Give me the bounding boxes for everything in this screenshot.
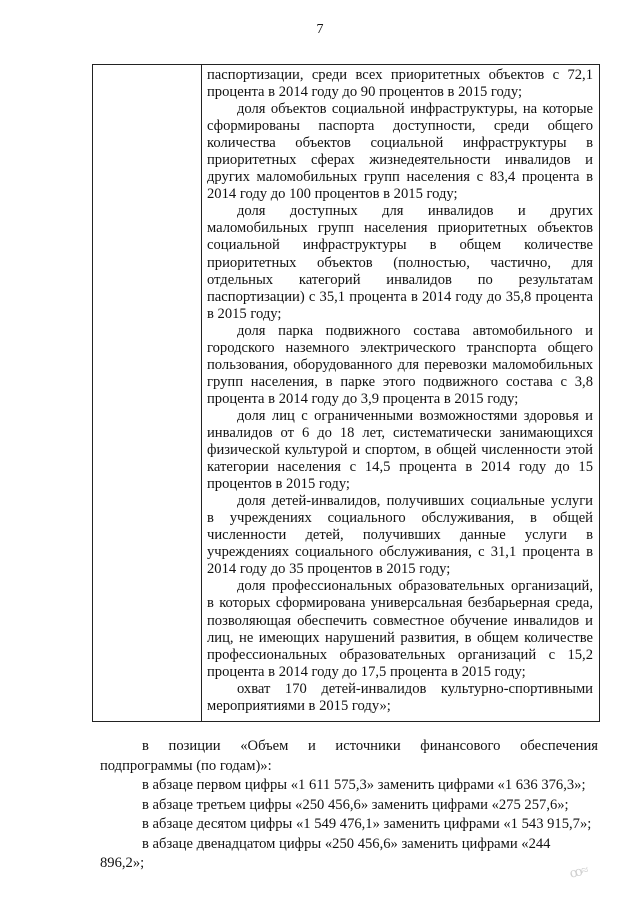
amendment-paragraph: в абзаце третьем цифры «250 456,6» заменить цифрами «275 257,6»; (142, 796, 569, 813)
page-number: 7 (316, 22, 324, 37)
amendment-paragraph: в абзаце десятом цифры «1 549 476,1» заменить цифрами «1 543 915,7»; (142, 816, 592, 832)
document-table (92, 64, 600, 722)
table-paragraph: охват 170 детей-инвалидов культурно-спортивными мероприятиями в 2015 году»; (207, 680, 593, 714)
table-paragraph: доля объектов социальной инфраструктуры, на которые сформированы паспорта доступности, среди общего количества объектов социальной инфраструктуры в приоритетных сферах жизнедеятельности инвалидов и других маломобильных групп населения с 83,4 процента в 2014 году до 100 процентов в 2015 году; (207, 101, 593, 203)
table-paragraph: доля лиц с ограниченными возможностями здоровья и инвалидов от 6 до 18 лет, систематически занимающихся физической культурой и спортом, в общей численности этой категории населения с 14,5 процента в 2014 году до 15 процентов в 2015 году; (207, 407, 593, 493)
amendment-paragraph: в позиции «Объем и источники финансового обеспечения подпрограммы (по годам)»: (100, 738, 598, 774)
table-paragraph: паспортизации, среди всех приоритетных объектов с 72,1 процента в 2014 году до 90 процентов в 2015 году; (207, 67, 593, 101)
amendment-paragraph: в абзаце первом цифры «1 611 575,3» заменить цифрами «1 636 376,3»; (142, 777, 586, 793)
table-right-cell (207, 67, 593, 715)
faint-stamp-mark: ꝏ≈ (567, 861, 590, 881)
table-paragraph: доля парка подвижного состава автомобильного и городского наземного электрического транспорта общего пользования, оборудованного для перевозки маломобильных групп населения, в парке этого подвижного состава с 3,8 процента в 2014 году до 3,9 процента в 2015 году; (207, 322, 593, 407)
table-paragraph: доля доступных для инвалидов и других маломобильных групп населения приоритетных объектов социальной инфраструктуры в общем количестве приоритетных объектов (полностью, частично, для отдельных категорий инвалидов по результатам паспортизации) с 35,1 процента в 2014 году до 35,8 процента в 2015 году; (207, 203, 593, 322)
table-paragraph: доля детей-инвалидов, получивших социальные услуги в учреждениях социального обслуживания, в общей численности детей, получивших данные услуги в учреждениях социального обслуживания, с 31,1 процента в 2014 году до 35 процентов в 2015 году; (207, 493, 593, 578)
table-paragraph: доля профессиональных образовательных организаций, в которых сформирована универсальная безбарьерная среда, позволяющая обеспечить совместное обучение инвалидов и лиц, не имеющих нарушений развития, в общем количестве профессиональных образовательных организаций с 15,2 процента в 2014 году до 17,5 процента в 2015 году; (207, 578, 593, 680)
table-column-divider (201, 65, 202, 721)
amendment-text (100, 737, 598, 874)
amendment-paragraph: в абзаце двенадцатом цифры «250 456,6» заменить цифрами «244 896,2»; (100, 835, 551, 871)
